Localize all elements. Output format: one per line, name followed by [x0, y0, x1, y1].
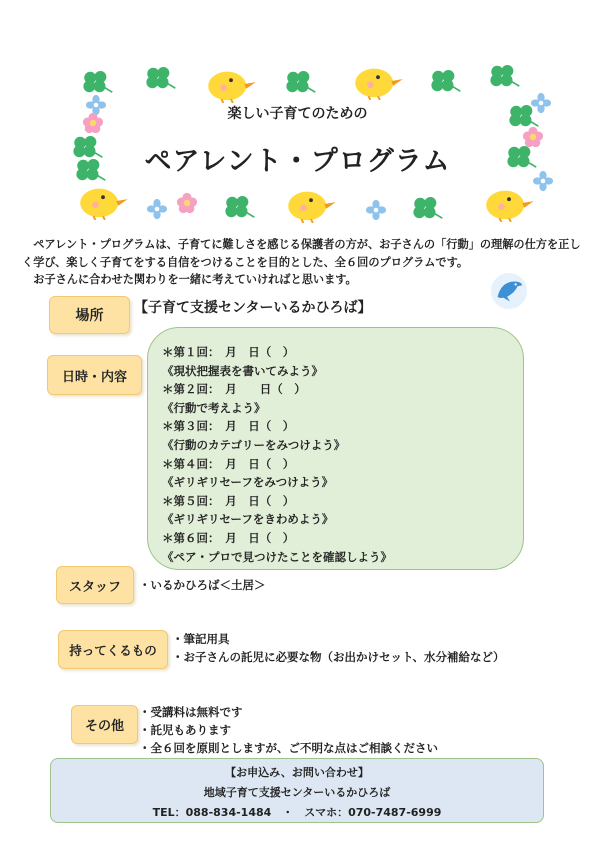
other-item: ・託児もあります [139, 723, 231, 737]
chick-icon [480, 184, 538, 222]
other-label: その他 [71, 705, 138, 744]
page-title: ペアレント・プログラム [144, 146, 451, 177]
bring-label: 持ってくるもの [58, 630, 168, 669]
bring-list [172, 630, 504, 666]
session-topic: 《行動のカテゴリーをみつけよう》 [162, 437, 346, 452]
session-date: ＊第６回： 月 日（ ） [162, 530, 295, 545]
intro-line: ペアレント・プログラムは、子育てに難しさを感じる保護者の方が、お子さんの「行動」の理解の仕方を正し [22, 238, 581, 251]
blue-flower-icon [146, 198, 168, 220]
clover-icon [410, 196, 444, 220]
schedule-label: 日時・内容 [47, 355, 142, 395]
clover-icon [428, 69, 462, 93]
session-topic: 《現状把握表を書いてみよう》 [162, 363, 323, 378]
clover-icon [80, 70, 114, 94]
session-date: ＊第２回： 月 日（ ） [162, 382, 306, 397]
dolphin-icon [490, 272, 528, 310]
session-date: ＊第３回： 月 日（ ） [162, 419, 295, 434]
clover-icon [143, 66, 177, 90]
blue-flower-icon [365, 199, 387, 221]
contact-name: 地域子育て支援センターいるかひろば [203, 786, 391, 799]
pink-flower-icon [176, 192, 198, 214]
session-date: ＊第５回： 月 日（ ） [162, 493, 295, 508]
clover-icon [222, 195, 256, 219]
session-topic: 《ギリギリセーフをきわめよう》 [162, 512, 334, 527]
intro-line: お子さんに合わせた関わりを一緒に考えていければと思います。 [22, 273, 357, 286]
contact-box [50, 758, 544, 823]
session-date: ＊第１回： 月 日（ ） [162, 345, 295, 359]
other-item: ・受講料は無料です [139, 705, 243, 719]
session-topic: 《行動で考えよう》 [162, 400, 266, 415]
chick-icon [349, 62, 407, 100]
session-topic: 《ギリギリセーフをみつけよう》 [162, 475, 334, 490]
schedule-list [162, 343, 392, 566]
session-topic: 《ペア・プロで見つけたことを確認しよう》 [162, 549, 392, 564]
place-value: 【子育て支援センターいるかひろば】 [134, 300, 372, 316]
other-item: ・全６回を原則としますが、ご不明な点はご相談ください [139, 741, 438, 755]
staff-item: ・いるかひろば＜土居＞ [139, 578, 266, 592]
staff-label: スタッフ [56, 566, 134, 604]
staff-list [139, 576, 266, 594]
bring-item: ・お子さんの託児に必要な物（お出かけセット、水分補給など） [172, 650, 505, 664]
chick-icon [202, 65, 260, 103]
bring-item: ・筆記用具 [172, 632, 230, 646]
other-list [139, 703, 438, 757]
place-label: 場所 [49, 296, 130, 334]
contact-heading: 【お申込み、お問い合わせ】 [225, 766, 369, 779]
contact-phones: TEL：088-834-1484 ・ スマホ：070-7487-6999 [152, 806, 442, 819]
intro-line: く学び、楽しく子育てをする自信をつけることを目的とした、全６回のプログラムです。 [22, 255, 469, 269]
clover-icon [487, 64, 521, 88]
subtitle: 楽しい子育てのための [227, 106, 368, 122]
chick-icon [74, 182, 132, 220]
session-date: ＊第４回： 月 日（ ） [162, 456, 295, 471]
clover-icon [283, 70, 317, 94]
chick-icon [282, 185, 340, 223]
